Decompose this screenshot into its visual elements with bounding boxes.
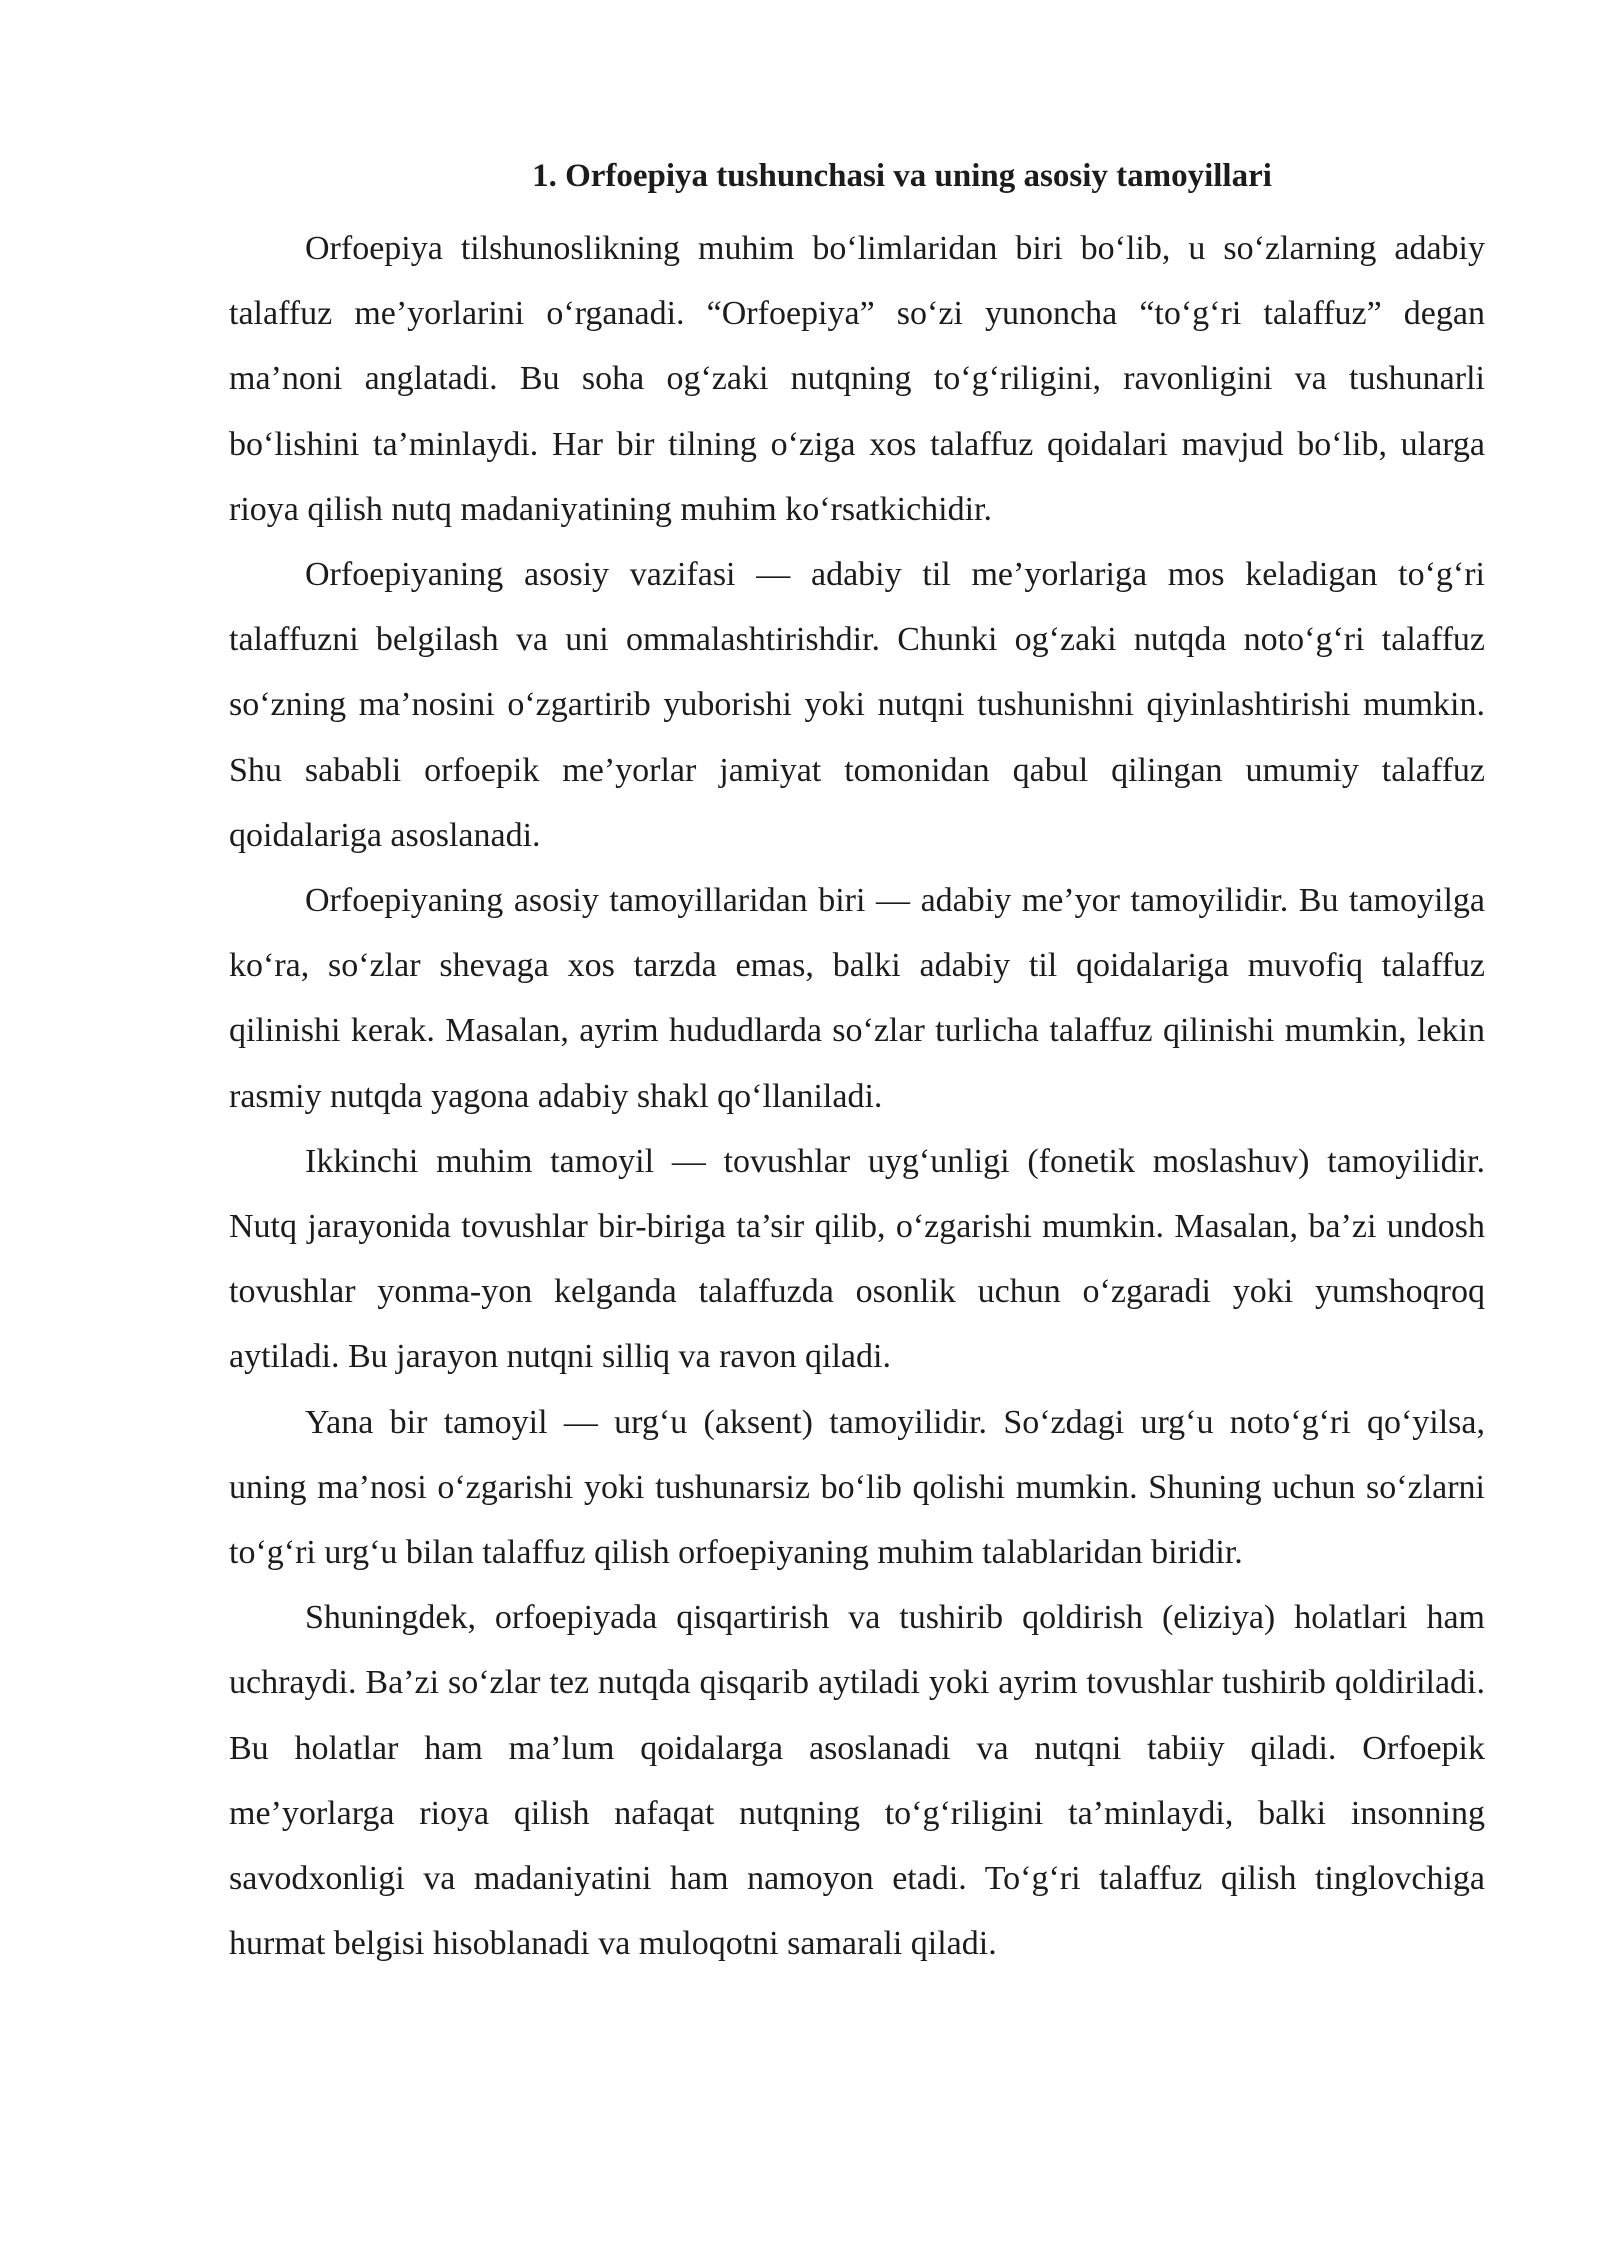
paragraph-1: Orfoepiya tilshunoslikning muhim bo‘limlaridan biri bo‘lib, u so‘zlarning adabiy talaffuz me’yorlarini o‘rganadi. “Orfoepiya” so‘zi yunoncha “to‘g‘ri talaffuz” degan ma’noni anglatadi. Bu soha og‘zaki nutqning to‘g‘riligini, ravonligini va tushunarli bo‘lishini ta’minlaydi. Har bir tilning o‘ziga xos talaffuz qoidalari mavjud bo‘lib, ularga rioya qilish nutq madaniyatining muhim ko‘rsatkichidir. <box>229 230 1485 528</box>
paragraph-4: Ikkinchi muhim tamoyil — tovushlar uyg‘unligi (fonetik moslashuv) tamoyilidir. Nutq jarayonida tovushlar bir-biriga ta’sir qilib, o‘zgarishi mumkin. Masalan, ba’zi undosh tovushlar yonma-yon kelganda talaffuzda osonlik uchun o‘zgaradi yoki yumshoqroq aytiladi. Bu jarayon nutqni silliq va ravon qiladi. <box>229 1142 1485 1376</box>
document-body <box>229 152 1485 1976</box>
paragraph-3: Orfoepiyaning asosiy tamoyillaridan biri — adabiy me’yor tamoyilidir. Bu tamoyilga ko‘ra, so‘zlar shevaga xos tarzda emas, balki adabiy til qoidalariga muvofiq talaffuz qilinishi kerak. Masalan, ayrim hududlarda so‘zlar turlicha talaffuz qilinishi mumkin, lekin rasmiy nutqda yagona adabiy shakl qo‘llaniladi. <box>229 882 1485 1115</box>
page-title: 1. Orfoepiya tushunchasi va uning asosiy tamoyillari <box>532 158 1272 194</box>
paragraph-2: Orfoepiyaning asosiy vazifasi — adabiy til me’yorlariga mos keladigan to‘g‘ri talaffuzni belgilash va uni ommalashtirishdir. Chunki og‘zaki nutqda noto‘g‘ri talaffuz so‘zning ma’nosini o‘zgartirib yuborishi yoki nutqni tushunishni qiyinlashtirishi mumkin. Shu sababli orfoepik me’yorlar jamiyat tomonidan qabul qilingan umumiy talaffuz qoidalariga asoslanadi. <box>229 556 1485 854</box>
paragraph-5: Yana bir tamoyil — urg‘u (aksent) tamoyilidir. So‘zdagi urg‘u noto‘g‘ri qo‘yilsa, uning ma’nosi o‘zgarishi yoki tushunarsiz bo‘lib qolishi mumkin. Shuning uchun so‘zlarni to‘g‘ri urg‘u bilan talaffuz qilish orfoepiyaning muhim talablaridan biridir. <box>229 1403 1485 1572</box>
title-spacer <box>229 200 1485 216</box>
paragraph-6: Shuningdek, orfoepiyada qisqartirish va tushirib qoldirish (eliziya) holatlari ham uchraydi. Ba’zi so‘zlar tez nutqda qisqarib aytiladi yoki ayrim tovushlar tushirib qoldiriladi. Bu holatlar ham ma’lum qoidalarga asoslanadi va nutqni tabiiy qiladi. Orfoepik me’yorlarga rioya qilish nafaqat nutqning to‘g‘riligini ta’minlaydi, balki insonning savodxonligi va madaniyatini ham namoyon etadi. To‘g‘ri talaffuz qilish tinglovchiga hurmat belgisi hisoblanadi va muloqotni samarali qiladi. <box>229 1599 1485 1963</box>
